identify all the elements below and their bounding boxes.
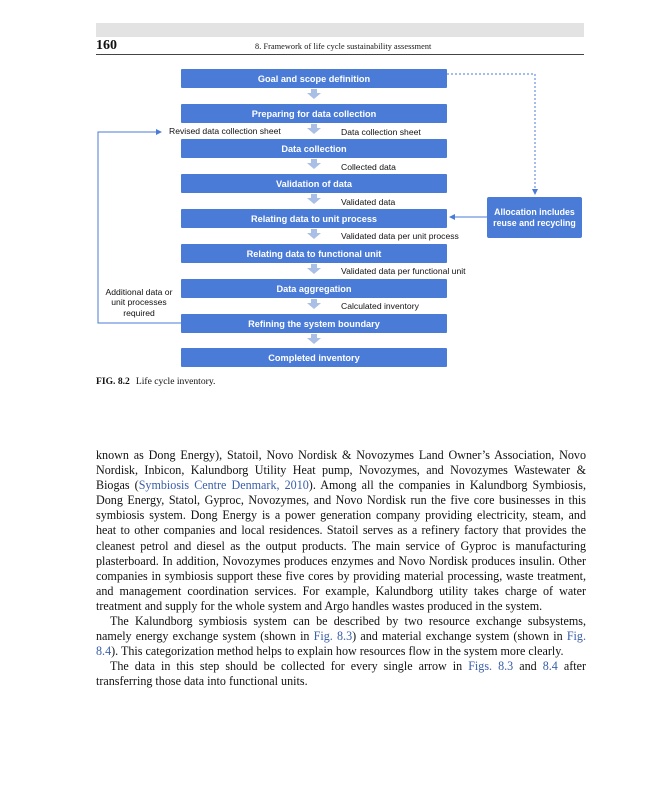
box-completed: Completed inventory xyxy=(181,348,447,367)
box-data-collection: Data collection xyxy=(181,139,447,158)
box-allocation: Allocation includes reuse and recycling xyxy=(487,197,582,238)
label-validated: Validated data xyxy=(341,197,396,207)
down-arrow-2 xyxy=(307,124,321,134)
label-revised-sheet: Revised data collection sheet xyxy=(169,126,281,136)
label-per-unit-process: Validated data per unit process xyxy=(341,231,459,241)
p2-text-b: ) and material exchange system (shown in xyxy=(352,629,567,644)
p3-text-b: and xyxy=(513,659,543,674)
box-preparing: Preparing for data collection xyxy=(181,104,447,123)
paragraph-2 xyxy=(96,614,586,659)
dashed-feedback-line xyxy=(447,74,535,194)
p1-text-a: known as Dong Energy), Statoil, Novo Nordisk & Novozymes Land Owner’s Association, Novo Nordisk, Inbicon, Kalundborg Utility Heat pump, Novozymes, and Novozymes Wastewater & Biogas ( xyxy=(96,448,586,493)
p1-text-b: ). Among all the companies in Kalundborg Symbiosis, Dong Energy, Statol, Gyproc, Novozymes, and Novo Nordisk run the five core businesses in this symbiosis system. Dong Energy is a power generation company providing electricity, steam, and heat to other companies and local residences. Statoil serves as a refinery factory that provides the cleanest petrol and diesel as the output products. The main service of Gyproc is manufacturing plasterboard. In addition, Novozymes produces enzymes and Novo Nordisk produces insulin. Other companies in symbiosis support these five cores by providing material processing, waste treatment, and management coordination services. For example, Kalundborg utility takes charge of water treatment and supply for the whole system and Argo handles wastes produced in the system. xyxy=(96,478,586,613)
figure-caption xyxy=(96,376,215,387)
ref-symbiosis-centre[interactable]: Symbiosis Centre Denmark, 2010 xyxy=(138,478,309,493)
down-arrow-3 xyxy=(307,159,321,169)
box-refining: Refining the system boundary xyxy=(181,314,447,333)
label-calculated: Calculated inventory xyxy=(341,301,419,311)
caption-text: Life cycle inventory. xyxy=(135,376,216,387)
ref-8-4[interactable]: 8.4 xyxy=(542,659,558,674)
label-additional-data: Additional data or unit processes required xyxy=(105,287,173,318)
running-head: 8. Framework of life cycle sustainability assessment xyxy=(255,42,432,51)
down-arrow-5 xyxy=(307,229,321,239)
down-arrow-1 xyxy=(307,89,321,99)
box-unit-process: Relating data to unit process xyxy=(181,209,447,228)
body-text xyxy=(96,448,586,690)
down-arrow-4 xyxy=(307,194,321,204)
down-arrow-6 xyxy=(307,264,321,274)
ref-fig-8-4[interactable]: Fig. 8.4 xyxy=(96,629,586,659)
box-validation: Validation of data xyxy=(181,174,447,193)
label-collected: Collected data xyxy=(341,162,396,172)
p3-text-c: after transferring those data into functional units. xyxy=(96,659,586,689)
p2-text-c: ). This categorization method helps to explain how resources flow in the system more clearly. xyxy=(111,644,564,659)
paragraph-3 xyxy=(96,659,586,689)
down-arrow-8 xyxy=(307,334,321,344)
caption-label: FIG. 8.2 xyxy=(96,376,130,387)
paragraph-1 xyxy=(96,448,586,614)
box-functional-unit: Relating data to functional unit xyxy=(181,244,447,263)
label-per-functional-unit: Validated data per functional unit xyxy=(341,266,466,276)
p3-text-a: The data in this step should be collected for every single arrow in xyxy=(110,659,469,674)
box-goal-scope: Goal and scope definition xyxy=(181,69,447,88)
ref-fig-8-3[interactable]: Fig. 8.3 xyxy=(313,629,353,644)
page-number: 160 xyxy=(96,38,117,53)
ref-figs-8-3[interactable]: Figs. 8.3 xyxy=(468,659,514,674)
label-data-sheet: Data collection sheet xyxy=(341,127,421,137)
p2-text-a: The Kalundborg symbiosis system can be described by two resource exchange subsystems, namely energy exchange system (shown in xyxy=(96,614,586,644)
box-aggregation: Data aggregation xyxy=(181,279,447,298)
down-arrow-7 xyxy=(307,299,321,309)
